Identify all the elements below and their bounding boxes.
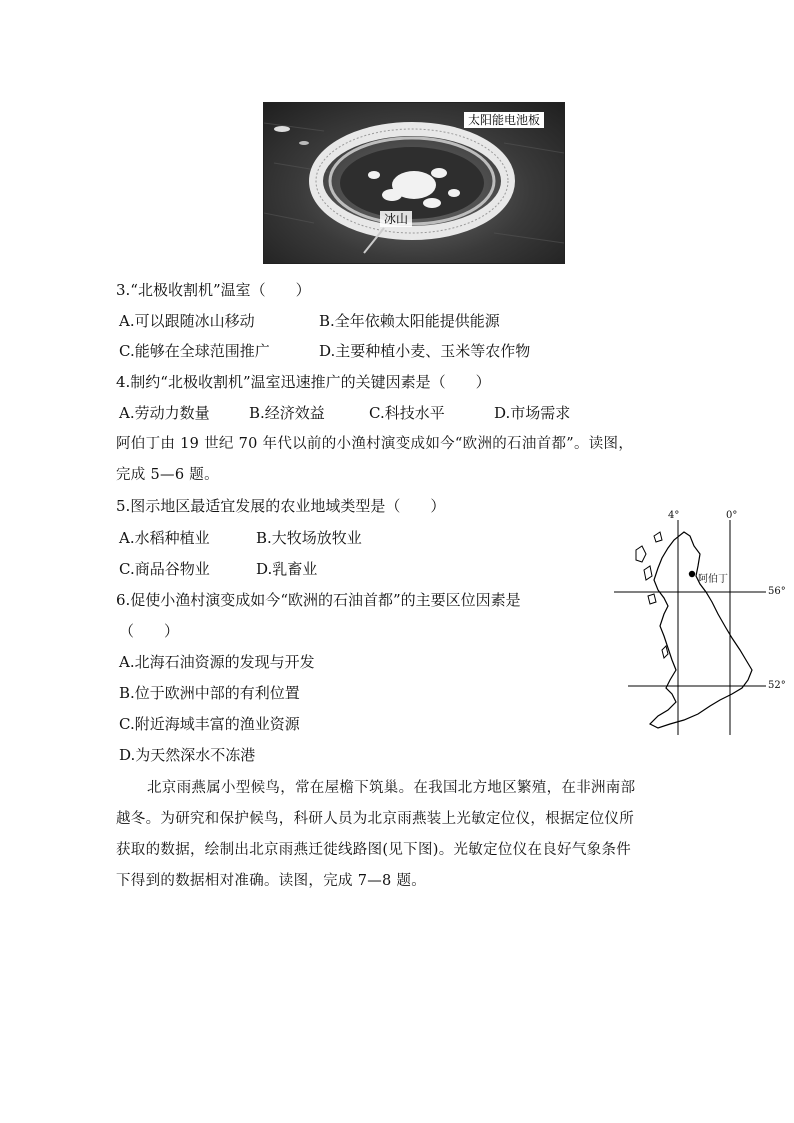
q6-option-c: C.附近海域丰富的渔业资源 — [119, 715, 300, 733]
q4-option-c: C.科技水平 — [369, 404, 445, 422]
aberdeen-intro-line-1: 阿伯丁由 19 世纪 70 年代以前的小渔村演变成如今“欧洲的石油首都”。读图， — [116, 436, 634, 452]
q3-option-c: C.能够在全球范围推广 — [119, 342, 270, 360]
q6-stem: 6.促使小渔村演变成如今“欧洲的石油首都”的主要区位因素是 — [116, 591, 521, 609]
q5-option-a: A.水稻种植业 — [119, 529, 210, 547]
q6-option-b: B.位于欧洲中部的有利位置 — [119, 684, 300, 702]
aberdeen-intro-line-2: 完成 5—6 题。 — [116, 467, 219, 483]
q4-option-d: D.市场需求 — [494, 404, 571, 422]
q3-option-b: B.全年依赖太阳能提供能源 — [319, 312, 500, 330]
q6-option-d: D.为天然深水不冻港 — [119, 746, 256, 764]
q5-stem: 5.图示地区最适宜发展的农业地域类型是（ ） — [116, 497, 446, 515]
q3-option-d: D.主要种植小麦、玉米等农作物 — [319, 342, 531, 360]
q6-stem-cont: （ ） — [119, 622, 180, 640]
longitude-0-label: 0° — [726, 510, 738, 521]
solar-panel-label: 太阳能电池板 — [464, 112, 544, 128]
q3-stem: 3.“北极收割机”温室（ ） — [116, 281, 311, 299]
q4-option-b: B.经济效益 — [249, 404, 325, 422]
q3-option-a: A.可以跟随冰山移动 — [119, 312, 255, 330]
q5-option-c: C.商品谷物业 — [119, 560, 210, 578]
map-outline — [614, 510, 794, 740]
longitude-4w-label: 4° — [668, 510, 680, 521]
latitude-56-label: 56° — [768, 586, 786, 597]
q6-option-a: A.北海石油资源的发现与开发 — [119, 653, 315, 671]
great-britain-map — [614, 510, 794, 740]
iceberg-label: 冰山 — [380, 211, 412, 227]
q4-stem: 4.制约“北极收割机”温室迅速推广的关键因素是（ ） — [116, 373, 491, 391]
swift-intro-line-4: 下得到的数据相对准确。读图，完成 7—8 题。 — [116, 873, 427, 889]
swift-intro-line-2: 越冬。为研究和保护候鸟，科研人员为北京雨燕装上光敏定位仪，根据定位仪所 — [116, 811, 634, 827]
aberdeen-label: 阿伯丁 — [698, 574, 728, 585]
arctic-harvester-photo — [263, 102, 565, 264]
swift-intro-line-3: 获取的数据，绘制出北京雨燕迁徙线路图(见下图)。光敏定位仪在良好气象条件 — [116, 842, 632, 858]
swift-intro-line-1: 北京雨燕属小型候鸟，常在屋檐下筑巢。在我国北方地区繁殖，在非洲南部 — [147, 780, 636, 796]
q5-option-d: D.乳畜业 — [256, 560, 318, 578]
q5-option-b: B.大牧场放牧业 — [256, 529, 362, 547]
q4-option-a: A.劳动力数量 — [119, 404, 210, 422]
latitude-52-label: 52° — [768, 680, 786, 691]
